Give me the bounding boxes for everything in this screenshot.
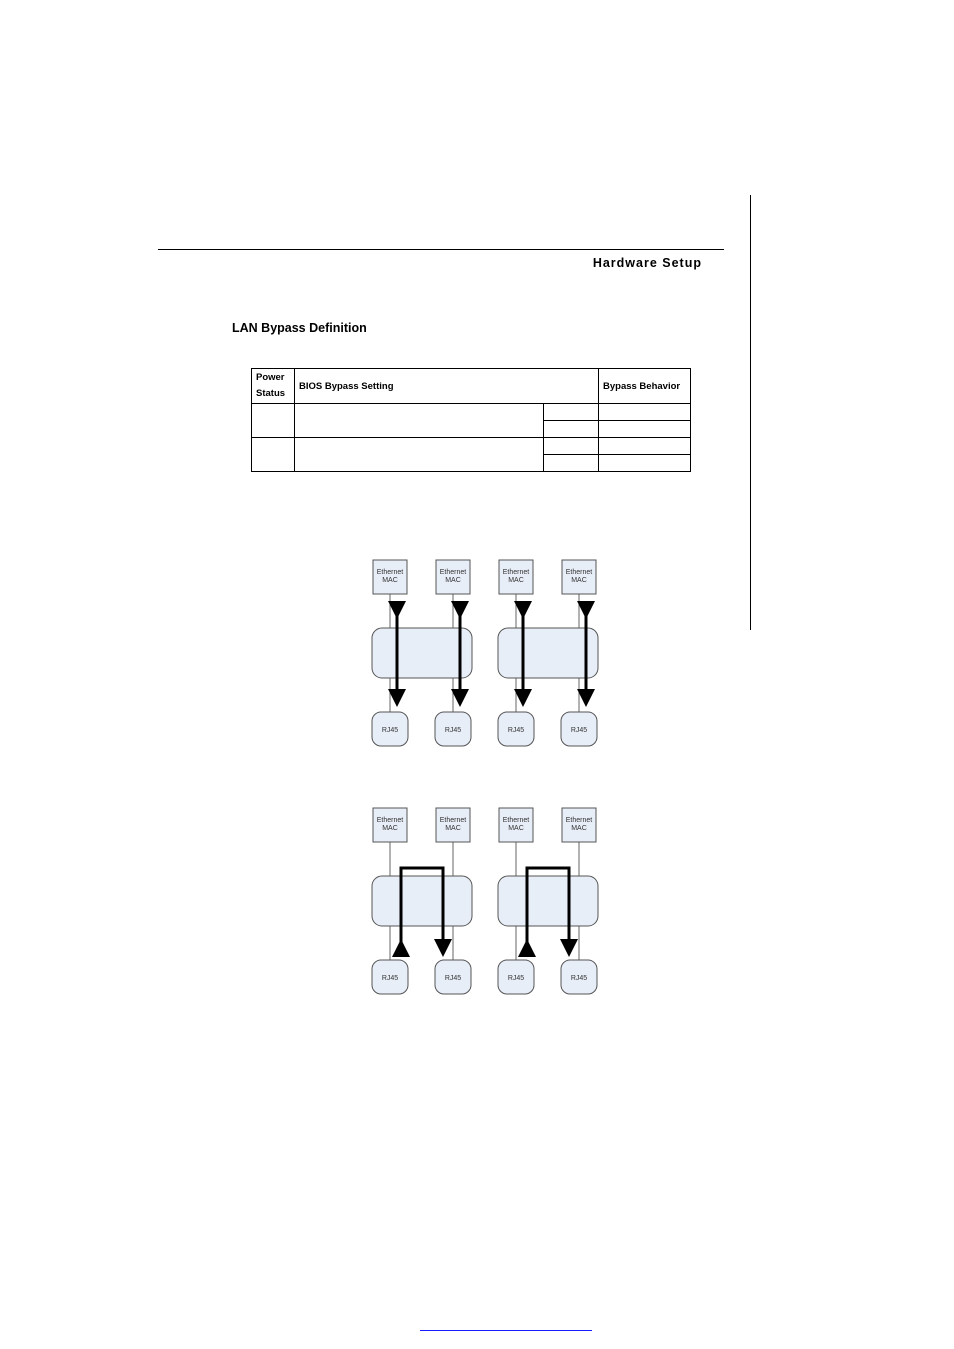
header-bypass-behavior: Bypass Behavior [599,369,691,404]
table-cell [599,455,691,472]
table-cell [252,438,295,472]
header-power-status [252,369,295,404]
bypass-module [498,876,598,926]
rj45-label: RJ45 [444,975,462,982]
mac-label-line2: MAC [382,825,398,832]
mac-label-line1: Ethernet [376,817,404,824]
table-header-row [252,369,691,404]
table-cell [544,438,599,455]
rj45-label: RJ45 [570,727,588,734]
bypass-module [372,628,472,678]
header-power-status-line1: Power [256,372,285,383]
rj45-label: RJ45 [444,727,462,734]
rj45-label: RJ45 [381,975,399,982]
lan-pair-0-1 [498,560,598,746]
table-cell [544,421,599,438]
table-cell [599,421,691,438]
bypass-module [498,628,598,678]
mac-label-line2: MAC [382,577,398,584]
mac-label-line1: Ethernet [439,817,467,824]
rj45-label: RJ45 [570,975,588,982]
table-cell [544,455,599,472]
mac-label-line2: MAC [508,577,524,584]
mac-label-line1: Ethernet [502,569,530,576]
bypass-module [372,876,472,926]
mac-label-line1: Ethernet [502,817,530,824]
lan-pair-1-1 [498,808,598,994]
rj45-label: RJ45 [507,727,525,734]
mac-label-line2: MAC [445,577,461,584]
rj45-label: RJ45 [507,975,525,982]
footer-link-underline[interactable] [420,1330,592,1331]
page-header-title: Hardware Setup [592,256,702,270]
rj45-label: RJ45 [381,727,399,734]
header-power-status-line2: Status [256,388,286,399]
mac-label-line1: Ethernet [439,569,467,576]
mac-label-line2: MAC [445,825,461,832]
mac-label-line1: Ethernet [565,817,593,824]
header-rule [158,249,724,250]
lan-pair-0-0 [372,560,472,746]
table-row [252,404,691,421]
mac-label-line1: Ethernet [376,569,404,576]
lan-pair-1-0 [372,808,472,994]
table-cell [544,404,599,421]
table-cell [599,438,691,455]
mac-label-line1: Ethernet [565,569,593,576]
table-cell [599,404,691,421]
table-cell [295,404,544,438]
lan-bypass-diagram [360,550,610,1002]
header-bios-setting: BIOS Bypass Setting [295,369,599,404]
mac-label-line2: MAC [571,825,587,832]
table-cell [295,438,544,472]
mac-label-line2: MAC [571,577,587,584]
table-cell [252,404,295,438]
table-row [252,438,691,455]
side-rule [750,195,751,630]
section-title: LAN Bypass Definition [232,321,367,335]
mac-label-line2: MAC [508,825,524,832]
bypass-definition-table [251,368,691,472]
